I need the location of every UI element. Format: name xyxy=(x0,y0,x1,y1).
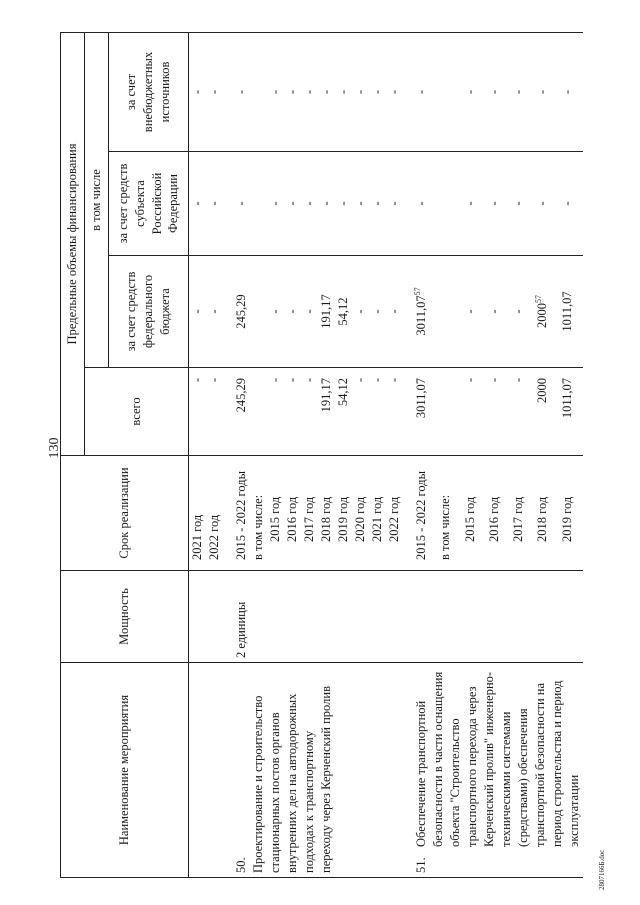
offbudget-cell-text: - xyxy=(336,89,350,95)
federal-cell xyxy=(510,256,534,368)
term-cell xyxy=(413,456,437,571)
federal-cell xyxy=(352,256,369,368)
federal-cell xyxy=(284,256,301,368)
empty-cell xyxy=(206,571,223,663)
offbudget-cell-text: - xyxy=(370,89,384,95)
total-cell xyxy=(250,368,267,456)
federal-cell-text: - xyxy=(387,309,401,314)
total-cell-text: - xyxy=(486,378,501,383)
term-cell-text: 2021 год xyxy=(370,496,384,542)
federal-cell xyxy=(301,256,318,368)
federal-cell-text: - xyxy=(268,309,282,314)
measure-name-line: стационарных постов органов xyxy=(267,712,282,873)
federal-cell-text: 54,12 xyxy=(336,297,350,326)
federal-cell-text: 191,17 xyxy=(319,294,333,329)
total-cell xyxy=(206,368,223,456)
federal-cell-text: - xyxy=(190,309,205,314)
total-cell xyxy=(559,368,583,456)
regional-cell-text: - xyxy=(190,201,205,206)
term-cell-text: 2021 год xyxy=(190,514,205,560)
term-cell-text: 2015 год xyxy=(268,496,282,542)
measure-name-cell xyxy=(413,663,583,878)
regional-cell-text: - xyxy=(207,201,222,206)
term-cell xyxy=(301,456,318,571)
regional-cell xyxy=(352,152,369,256)
measure-name-line: переходу через Керченский пролив xyxy=(318,686,333,873)
offbudget-cell xyxy=(486,32,510,151)
offbudget-cell xyxy=(206,32,223,151)
term-cell-text: 2019 год xyxy=(336,496,350,542)
offbudget-cell-text: - xyxy=(462,89,477,95)
term-cell-text: 2019 год xyxy=(559,496,574,542)
regional-cell xyxy=(284,152,301,256)
measure-name-line: транспортной безопасности на xyxy=(533,682,547,847)
measure-index: 50. xyxy=(234,857,248,873)
term-cell-text: 2016 год xyxy=(285,496,299,542)
federal-cell-text: - xyxy=(353,309,367,314)
total-cell-text: - xyxy=(353,378,367,383)
offbudget-cell xyxy=(284,32,301,151)
table-row xyxy=(206,32,223,877)
federal-cell xyxy=(486,256,510,368)
regional-cell xyxy=(189,152,206,256)
regional-cell xyxy=(559,152,583,256)
offbudget-cell xyxy=(462,32,486,151)
measure-name-line: объекта "Строительство xyxy=(448,718,462,847)
total-cell-text: - xyxy=(387,378,401,383)
term-cell-text: 2017 год xyxy=(511,496,526,542)
term-cell xyxy=(284,456,301,571)
footnote-ref: 57 xyxy=(534,295,544,303)
footnote-ref: 57 xyxy=(412,287,422,296)
regional-cell-text: - xyxy=(268,201,282,206)
header-capacity: Мощность xyxy=(61,571,189,663)
empty-cell xyxy=(403,32,413,151)
federal-cell xyxy=(267,256,284,368)
spacer-row xyxy=(403,32,413,877)
term-cell xyxy=(233,456,250,571)
federal-cell xyxy=(437,256,461,368)
table-body xyxy=(189,32,583,877)
offbudget-cell-text: - xyxy=(207,89,222,95)
offbudget-cell-text: - xyxy=(486,89,501,95)
regional-cell-text: - xyxy=(285,201,299,206)
term-cell-text: 2017 год xyxy=(302,496,316,542)
empty-cell xyxy=(403,571,413,663)
total-cell xyxy=(437,368,461,456)
term-cell xyxy=(559,456,583,571)
offbudget-cell-text: - xyxy=(353,89,367,95)
regional-cell xyxy=(250,152,267,256)
regional-cell xyxy=(510,152,534,256)
term-cell-text: 2015 - 2022 годы xyxy=(414,470,428,560)
total-cell xyxy=(267,368,284,456)
spacer-row xyxy=(223,32,233,877)
offbudget-cell xyxy=(352,32,369,151)
offbudget-cell-text: - xyxy=(302,89,316,95)
header-offbudget: за счет внебюджетных источников xyxy=(108,32,189,151)
offbudget-cell xyxy=(267,32,284,151)
regional-cell xyxy=(437,152,461,256)
federal-cell-text: 2000 xyxy=(535,303,550,328)
capacity-cell-text: 2 единицы xyxy=(234,601,248,658)
term-cell-text: 2015 - 2022 годы xyxy=(234,470,248,560)
offbudget-cell xyxy=(189,32,206,151)
term-cell-text: в том числе: xyxy=(251,494,265,560)
empty-cell xyxy=(403,456,413,571)
capacity-cell xyxy=(413,571,583,663)
federal-cell-text: - xyxy=(370,309,384,314)
regional-cell-text: - xyxy=(535,201,550,206)
total-cell-text: - xyxy=(190,378,205,383)
regional-cell-text: - xyxy=(302,201,316,206)
federal-cell xyxy=(233,256,250,368)
term-cell xyxy=(369,456,386,571)
measure-name-line: (средствами) обеспечения xyxy=(516,708,530,847)
term-cell xyxy=(386,456,403,571)
total-cell-text: - xyxy=(285,378,299,383)
term-cell-text: 2022 год xyxy=(387,496,401,542)
term-cell xyxy=(534,456,558,571)
regional-cell xyxy=(335,152,352,256)
header-regional: за счет средств субъекта Российской Федерации xyxy=(108,152,189,256)
table-row xyxy=(413,32,437,877)
term-cell xyxy=(437,456,461,571)
federal-cell-text: - xyxy=(486,309,501,314)
offbudget-cell xyxy=(437,32,461,151)
header-financing-group: Предельные объемы финансирования xyxy=(61,32,85,455)
total-cell xyxy=(284,368,301,456)
total-cell xyxy=(413,368,437,456)
offbudget-cell xyxy=(369,32,386,151)
regional-cell xyxy=(534,152,558,256)
term-cell xyxy=(335,456,352,571)
regional-cell xyxy=(301,152,318,256)
empty-cell xyxy=(403,663,413,878)
financing-table-stage xyxy=(60,33,581,878)
page-number: 130 xyxy=(47,437,62,459)
offbudget-cell-text: - xyxy=(268,89,282,95)
capacity-cell xyxy=(233,571,403,663)
term-cell xyxy=(462,456,486,571)
offbudget-cell xyxy=(510,32,534,151)
empty-cell xyxy=(223,456,233,571)
offbudget-cell xyxy=(318,32,335,151)
offbudget-cell-text: - xyxy=(414,89,428,95)
measure-name-line: Керченский пролив" инженерно- xyxy=(482,671,496,847)
federal-cell xyxy=(413,256,437,368)
federal-cell xyxy=(534,256,558,368)
federal-cell xyxy=(335,256,352,368)
offbudget-cell-text: - xyxy=(190,89,205,95)
federal-cell xyxy=(250,256,267,368)
regional-cell xyxy=(462,152,486,256)
offbudget-cell xyxy=(534,32,558,151)
total-cell-text: - xyxy=(370,378,384,383)
offbudget-cell xyxy=(301,32,318,151)
federal-cell xyxy=(462,256,486,368)
offbudget-cell xyxy=(335,32,352,151)
total-cell-text: 54,12 xyxy=(336,378,350,407)
offbudget-cell xyxy=(386,32,403,151)
measure-name-line: безопасности в части оснащения xyxy=(431,671,445,847)
financing-table xyxy=(60,32,583,878)
regional-cell-text: - xyxy=(353,201,367,206)
term-cell-text: 2015 год xyxy=(462,496,477,542)
federal-cell-text: 245,29 xyxy=(234,294,248,329)
measure-name-line: внутренних дел на автодорожных xyxy=(284,693,299,873)
term-cell xyxy=(486,456,510,571)
empty-cell xyxy=(189,571,206,663)
term-cell xyxy=(206,456,223,571)
total-cell xyxy=(510,368,534,456)
offbudget-cell xyxy=(233,32,250,151)
empty-cell xyxy=(223,152,233,256)
measure-name-line: период строительства и период xyxy=(550,680,564,847)
regional-cell-text: - xyxy=(336,201,350,206)
regional-cell-text: - xyxy=(462,201,477,206)
empty-cell xyxy=(189,663,206,878)
offbudget-cell-text: - xyxy=(535,89,550,95)
term-cell-text: 2018 год xyxy=(319,496,333,542)
regional-cell xyxy=(206,152,223,256)
offbudget-cell xyxy=(559,32,583,151)
term-cell-text: 2020 год xyxy=(353,496,367,542)
total-cell xyxy=(386,368,403,456)
total-cell xyxy=(189,368,206,456)
term-cell-text: 2022 год xyxy=(207,514,222,560)
header-term: Срок реализации xyxy=(61,456,189,571)
regional-cell-text: - xyxy=(370,201,384,206)
regional-cell xyxy=(386,152,403,256)
federal-cell-text: 1011,07 xyxy=(559,291,574,332)
regional-cell xyxy=(318,152,335,256)
total-cell xyxy=(318,368,335,456)
total-cell-text: - xyxy=(268,378,282,383)
regional-cell-text: - xyxy=(511,201,526,206)
regional-cell xyxy=(267,152,284,256)
measure-name-line: Проектирование и строительство xyxy=(250,695,265,873)
federal-cell xyxy=(386,256,403,368)
term-cell-text: 2016 год xyxy=(486,496,501,542)
total-cell-text: - xyxy=(511,378,526,383)
measure-name-line: техническими системами xyxy=(499,711,513,847)
empty-cell xyxy=(223,368,233,456)
total-cell xyxy=(301,368,318,456)
empty-cell xyxy=(223,32,233,151)
term-cell xyxy=(510,456,534,571)
total-cell xyxy=(486,368,510,456)
measure-name-line: подходах к транспортному xyxy=(301,730,316,873)
federal-cell-text: - xyxy=(462,309,477,314)
federal-cell-text: 3011,07 xyxy=(414,295,428,336)
term-cell xyxy=(352,456,369,571)
total-cell xyxy=(335,368,352,456)
regional-cell-text: - xyxy=(414,201,428,206)
total-cell-text: - xyxy=(462,378,477,383)
empty-cell xyxy=(223,571,233,663)
offbudget-cell-text: - xyxy=(234,89,248,95)
table-row xyxy=(189,32,206,877)
offbudget-cell-text: - xyxy=(387,89,401,95)
empty-cell xyxy=(403,256,413,368)
offbudget-cell xyxy=(250,32,267,151)
document-footer-code: 2807166Б.doc xyxy=(598,849,606,890)
regional-cell xyxy=(369,152,386,256)
term-cell-text: 2018 год xyxy=(535,496,550,542)
offbudget-cell-text: - xyxy=(285,89,299,95)
empty-cell xyxy=(403,368,413,456)
term-cell xyxy=(267,456,284,571)
measure-name-cell xyxy=(233,663,403,878)
federal-cell xyxy=(318,256,335,368)
measure-name-line: эксплуатации xyxy=(567,774,581,847)
empty-cell xyxy=(223,663,233,878)
federal-cell-text: - xyxy=(285,309,299,314)
regional-cell xyxy=(413,152,437,256)
federal-cell xyxy=(559,256,583,368)
federal-cell xyxy=(369,256,386,368)
table-header xyxy=(61,32,189,877)
offbudget-cell-text: - xyxy=(511,89,526,95)
total-cell-text: 3011,07 xyxy=(414,378,428,419)
empty-cell xyxy=(403,152,413,256)
federal-cell xyxy=(189,256,206,368)
header-total: всего xyxy=(84,368,188,456)
total-cell xyxy=(233,368,250,456)
total-cell-text: 245,29 xyxy=(234,378,248,413)
empty-cell xyxy=(206,663,223,878)
term-cell xyxy=(250,456,267,571)
total-cell xyxy=(369,368,386,456)
total-cell-text: - xyxy=(207,378,222,383)
measure-name-line: транспортного перехода через xyxy=(465,686,479,847)
header-federal: за счет средств федерального бюджета xyxy=(108,256,189,368)
header-including: в том числе xyxy=(84,32,108,367)
regional-cell-text: - xyxy=(319,201,333,206)
total-cell-text: - xyxy=(302,378,316,383)
total-cell xyxy=(534,368,558,456)
federal-cell xyxy=(206,256,223,368)
term-cell xyxy=(318,456,335,571)
regional-cell xyxy=(233,152,250,256)
total-cell xyxy=(462,368,486,456)
total-cell-text: 191,17 xyxy=(319,378,333,413)
total-cell xyxy=(352,368,369,456)
measure-name-line: Обеспечение транспортной xyxy=(414,700,428,847)
offbudget-cell-text: - xyxy=(319,89,333,95)
header-name: Наименование мероприятия xyxy=(61,663,189,878)
offbudget-cell-text: - xyxy=(559,89,574,95)
regional-cell-text: - xyxy=(234,201,248,206)
federal-cell-text: - xyxy=(302,309,316,314)
table-row xyxy=(233,32,250,877)
federal-cell-text: - xyxy=(511,309,526,314)
regional-cell-text: - xyxy=(486,201,501,206)
total-cell-text: 1011,07 xyxy=(559,378,574,419)
federal-cell-text: - xyxy=(207,309,222,314)
total-cell-text: 2000 xyxy=(535,378,550,403)
term-cell xyxy=(189,456,206,571)
regional-cell-text: - xyxy=(559,201,574,206)
regional-cell-text: - xyxy=(387,201,401,206)
regional-cell xyxy=(486,152,510,256)
term-cell-text: в том числе: xyxy=(438,494,453,560)
measure-index: 51. xyxy=(414,857,428,873)
offbudget-cell xyxy=(413,32,437,151)
empty-cell xyxy=(223,256,233,368)
